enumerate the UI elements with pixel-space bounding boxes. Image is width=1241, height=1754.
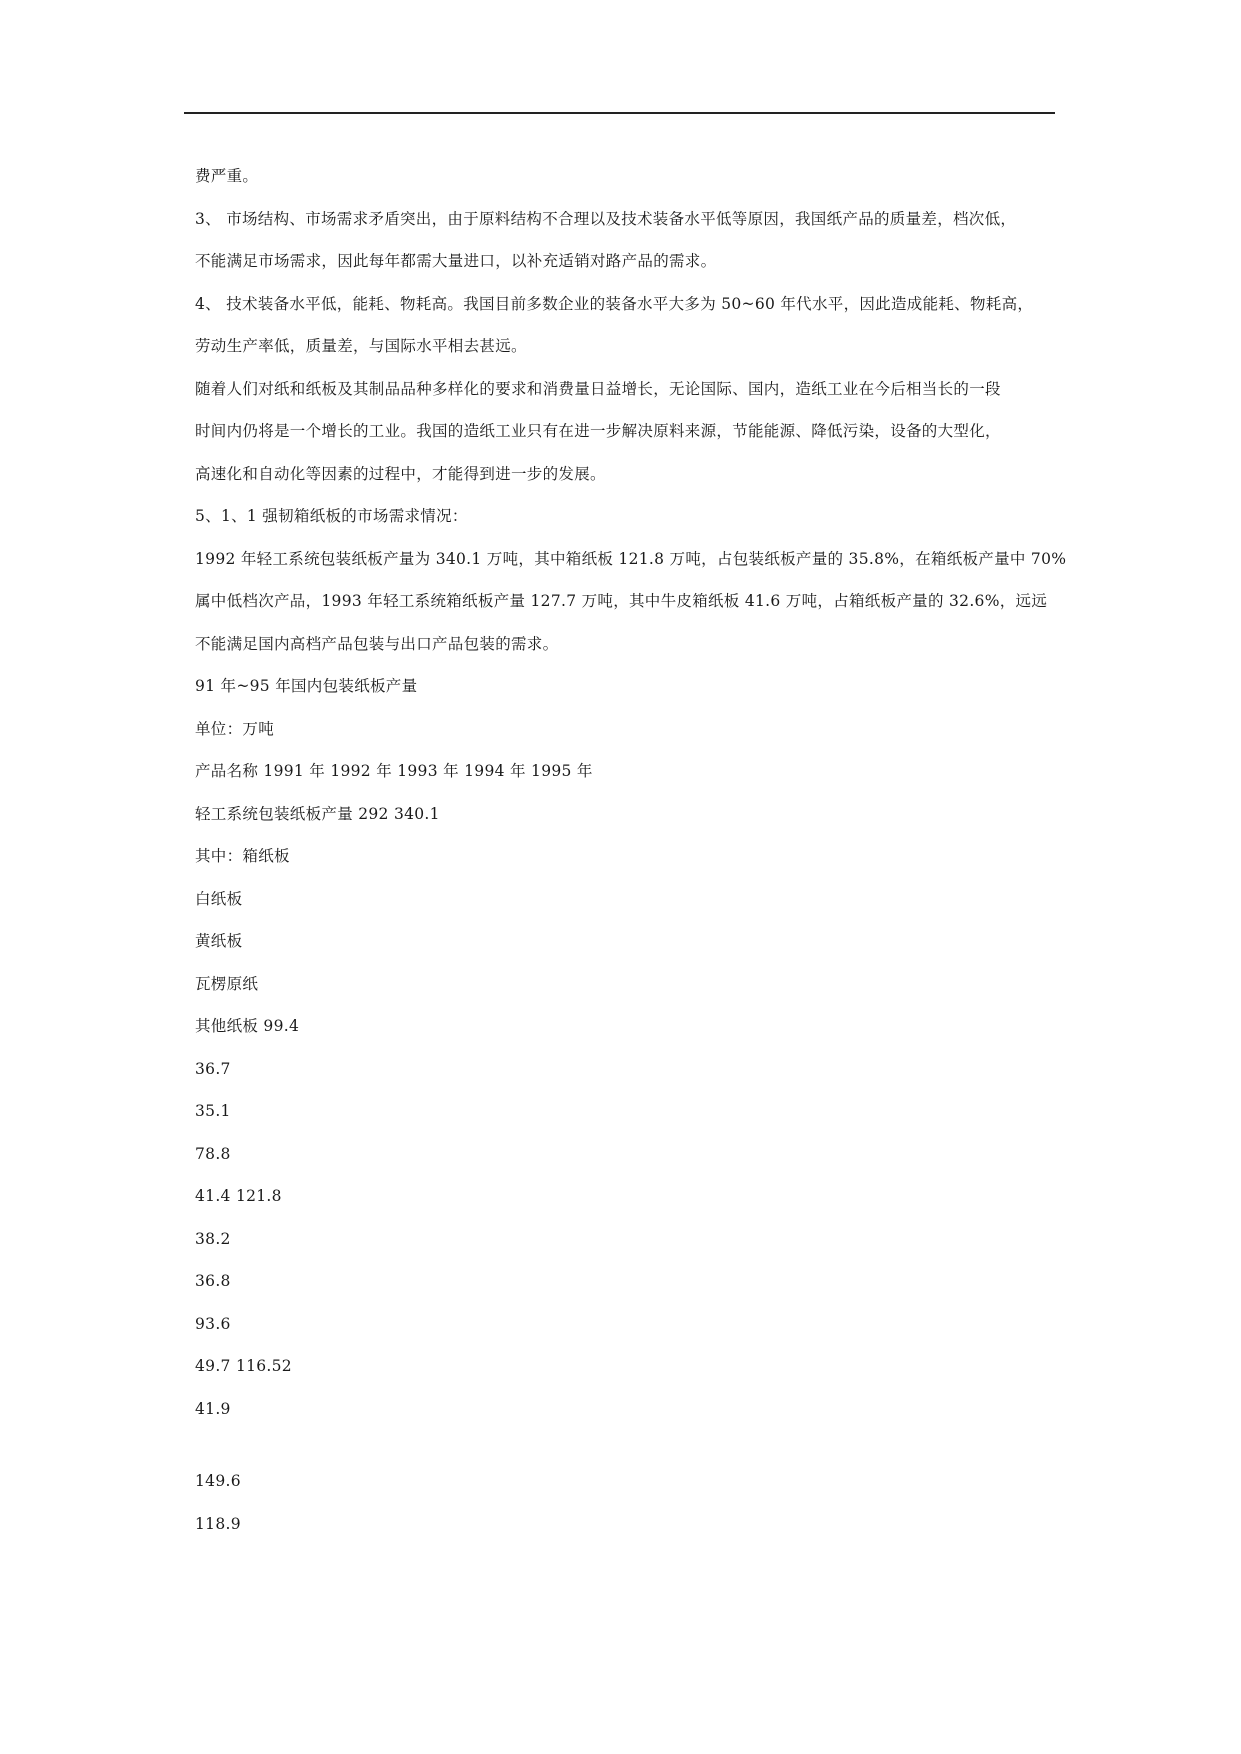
table-row: 白纸板: [195, 889, 243, 908]
table-value: 35.1: [195, 1102, 231, 1120]
table-value: 118.9: [195, 1514, 241, 1533]
table-unit: 单位：万吨: [195, 719, 275, 738]
table-value: 36.7: [195, 1059, 231, 1078]
table-value: 41.9: [195, 1399, 231, 1418]
table-row: 其中：箱纸板: [195, 847, 290, 865]
table-value: 41.4 121.8: [195, 1187, 282, 1205]
blank-gap: [195, 1430, 1055, 1460]
text-line: 1992 年轻工系统包装纸板产量为 340.1 万吨，其中箱纸板 121.8 万吨，占包装纸板产量的 35.8%，在箱纸板产量中 70%: [195, 549, 1067, 568]
text-line: 费严重。: [195, 167, 259, 185]
table-row: 黄纸板: [195, 932, 243, 950]
table-value: 78.8: [195, 1144, 231, 1163]
table-row: 轻工系统包装纸板产量 292 340.1: [195, 804, 440, 823]
table-value: 36.8: [195, 1272, 231, 1290]
document-body: [195, 155, 1067, 1545]
section-heading: 5、1、1 强韧箱纸板的市场需求情况：: [195, 507, 468, 525]
table-value: 149.6: [195, 1472, 241, 1490]
text-line: 3、 市场结构、市场需求矛盾突出，由于原料结构不合理以及技术装备水平低等原因，我国纸产品的质量差，档次低，: [195, 209, 1017, 228]
table-value: 49.7 116.52: [195, 1357, 292, 1375]
table-row: 其他纸板 99.4: [195, 1017, 300, 1035]
table-header: 产品名称 1991 年 1992 年 1993 年 1994 年 1995 年: [195, 762, 593, 780]
text-line: 随着人们对纸和纸板及其制品品种多样化的要求和消费量日益增长，无论国际、国内，造纸工业在今后相当长的一段: [195, 379, 1001, 398]
table-title: 91 年~95 年国内包装纸板产量: [195, 677, 418, 695]
header-rule: [184, 112, 1055, 114]
text-line: 高速化和自动化等因素的过程中，才能得到进一步的发展。: [195, 464, 606, 483]
table-row: 瓦楞原纸: [195, 974, 259, 993]
text-line: 时间内仍将是一个增长的工业。我国的造纸工业只有在进一步解决原料来源，节能能源、降低污染，设备的大型化，: [195, 422, 1001, 440]
text-line: 不能满足市场需求，因此每年都需大量进口，以补充适销对路产品的需求。: [195, 252, 717, 270]
text-line: 劳动生产率低，质量差，与国际水平相去甚远。: [195, 337, 527, 355]
text-line: 不能满足国内高档产品包装与出口产品包装的需求。: [195, 634, 559, 653]
table-value: 93.6: [195, 1314, 231, 1333]
table-value: 38.2: [195, 1229, 231, 1248]
text-line: 4、 技术装备水平低，能耗、物耗高。我国目前多数企业的装备水平大多为 50~60 年代水平，因此造成能耗、物耗高，: [195, 294, 1034, 313]
text-line: 属中低档次产品，1993 年轻工系统箱纸板产量 127.7 万吨，其中牛皮箱纸板 41.6 万吨，占箱纸板产量的 32.6%，远远: [195, 592, 1048, 610]
